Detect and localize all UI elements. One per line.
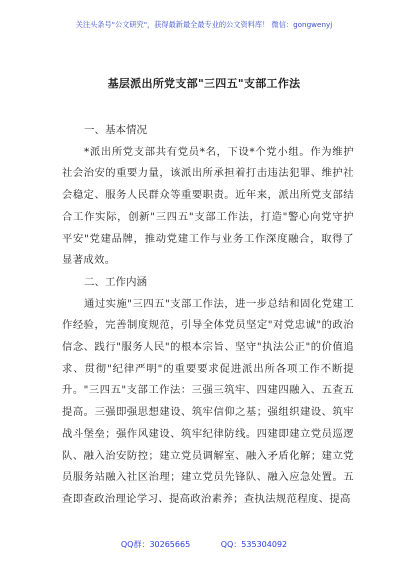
paragraph: 通过实施"三四五"支部工作法，进一步总结和固化党建工作经验，完善制度规范，引导全体党员坚定"对党忠诚"的政治信念、践行"服务人民"的根本宗旨、坚守"执法公正"的价值追求、贯彻"纪律严明"的重要要求促进派出所各项工作不断提升。"三四五"支部工作法：三强三筑牢、四建四融入、五查五提高。三强即强思想建设、筑牢信仰之基；强组织建设、筑牢战斗堡垒；强作风建设、筑牢纪律防线。四建即建立党员巡逻队、融入治安防控；建立党员调解室、融入矛盾化解；建立党员服务站融入社区治理；建立党员先锋队、融入应急处置。五查即查政治理论学习、提高政治素养；查执法规范程度、提高: [62, 297, 354, 505]
section-heading: 二、工作内涵: [84, 275, 147, 288]
paragraph: *派出所党支部共有党员*名，下设*个党小组。作为维护社会治安的重要力量，该派出所承担着打击违法犯罪、维护社会稳定、服务人民群众等重要职责。近年来，派出所党支部结合工作实际，创新"三四五"支部工作法，打造"警心向党守护平安"党建品牌，推动党建工作与业务工作深度融合，取得了显著成效。: [62, 145, 354, 267]
qq-group: QQ群：30265665: [120, 540, 191, 549]
document-body: [62, 120, 354, 511]
header-banner: 关注头条号"公文研究"，获得最新最全最专业的公文资料库！ 微信：gongwenyj: [75, 20, 333, 29]
section-heading: 一、基本情况: [84, 124, 147, 136]
footer-contact: [0, 539, 408, 550]
qq-number: QQ：535304092: [220, 540, 288, 549]
document-title: 基层派出所党支部"三四五"支部工作法: [107, 77, 301, 90]
